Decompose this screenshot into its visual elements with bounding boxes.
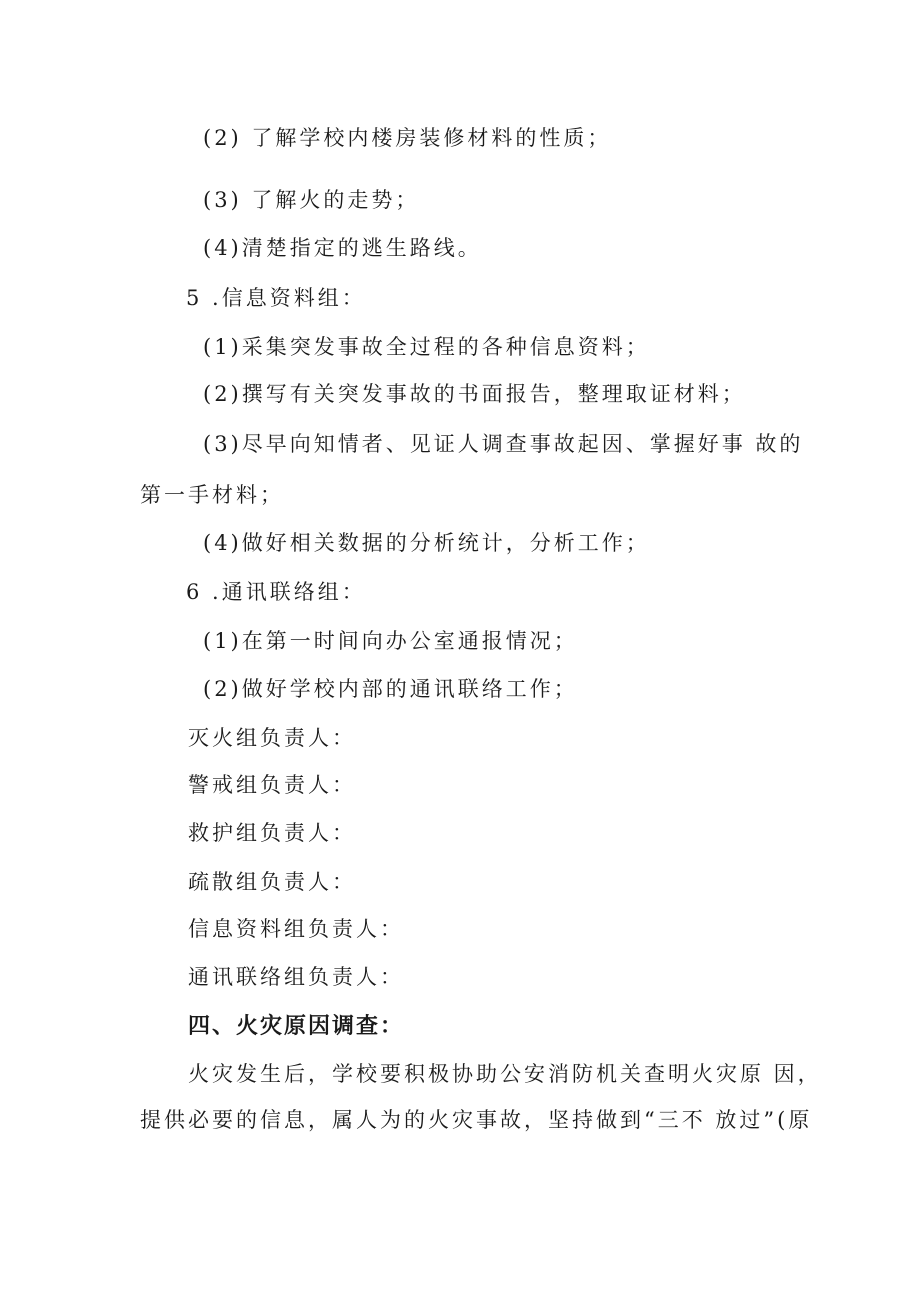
text-line-report-office: (1)在第一时间向办公室通报情况； <box>203 629 578 653</box>
text-line-write-report: (2)撰写有关突发事故的书面报告，整理取证材料； <box>203 382 746 406</box>
section-heading-comm-group: 6 .通讯联络组： <box>186 580 366 604</box>
text-line-fire-cause-para: 火灾发生后，学校要积极协助公安消防机关查明火灾原 因， <box>188 1062 822 1086</box>
text-line-internal-comm: (2)做好学校内部的通讯联络工作； <box>203 677 578 701</box>
text-line-info-group-leader: 信息资料组负责人： <box>188 917 404 941</box>
text-line-data-analysis: (4)做好相关数据的分析统计，分析工作； <box>203 531 650 555</box>
text-line-escape-route: (4)清楚指定的逃生路线。 <box>203 236 482 260</box>
text-line-understand-fire-trend: (3) 了解火的走势； <box>203 188 420 212</box>
text-line-first-hand-material: 第一手材料； <box>140 483 284 507</box>
text-line-fire-group-leader: 灭火组负责人： <box>188 726 356 750</box>
text-line-collect-info: (1)采集突发事故全过程的各种信息资料； <box>203 335 650 359</box>
text-line-guard-group-leader: 警戒组负责人： <box>188 773 356 797</box>
text-line-understand-materials: (2) 了解学校内楼房装修材料的性质； <box>203 126 612 150</box>
text-line-rescue-group-leader: 救护组负责人： <box>188 821 356 845</box>
text-line-fire-cause-para-cont: 提供必要的信息，属人为的火灾事故，坚持做到“三不 放过”(原 <box>140 1108 813 1132</box>
text-line-comm-group-leader: 通讯联络组负责人： <box>188 965 404 989</box>
section-heading-fire-cause: 四、火灾原因调查： <box>188 1014 405 1039</box>
text-line-evacuation-group-leader: 疏散组负责人： <box>188 870 356 894</box>
section-heading-info-group: 5 .信息资料组： <box>186 286 366 310</box>
text-line-investigate-cause: (3)尽早向知情者、见证人调查事故起因、掌握好事 故的 <box>203 432 804 456</box>
